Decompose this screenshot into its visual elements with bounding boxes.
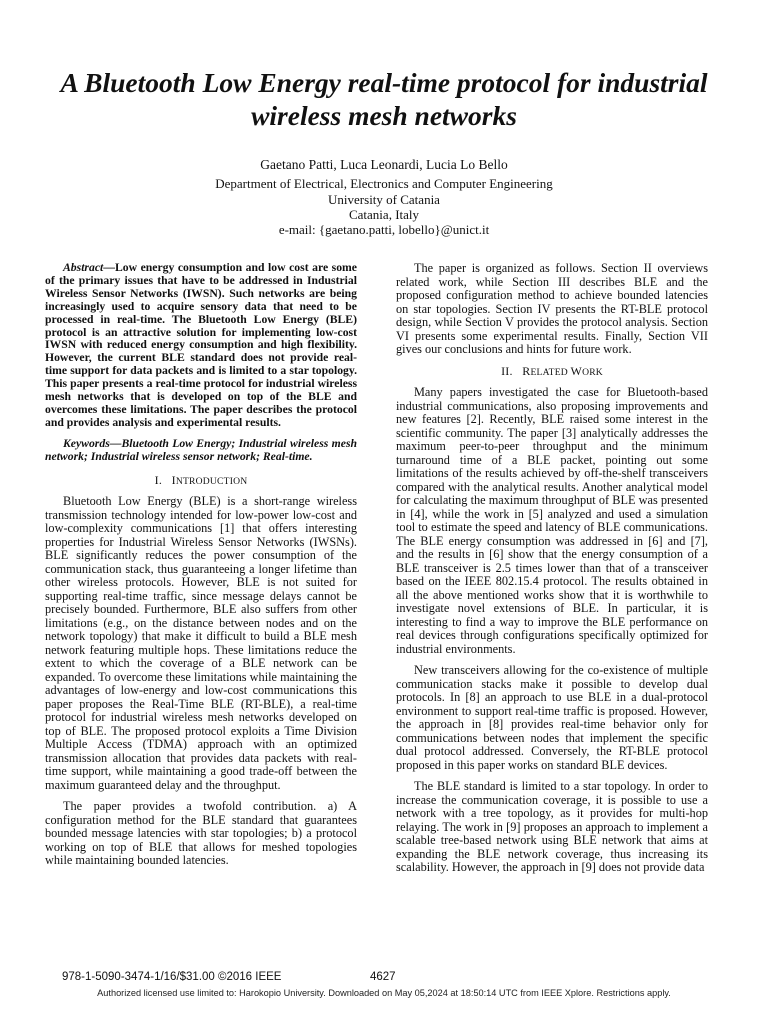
paragraph: The BLE standard is limited to a star topology. In order to increase the communication coverage, it is possible to use a network with a tree topology, as it provides for multi-hop relaying. The work in [9] proposes an approach to implement a scalable tree-based network using BLE network that aims at expanding the BLE network coverage, thus increasing its scalability. However, the approach in [9] does not provide data [396, 779, 708, 874]
section-heading-related-work [396, 365, 708, 380]
paragraph: Many papers investigated the case for Bluetooth-based industrial communications, also proposing improvements and new features [2]. Recently, BLE raised some interest in the scientific community. The paper [3] analytically addresses the maximum peer-to-peer throughput and the minimum turnaround time of a BLE packet, pointing out some limitations of the results achieved by off-the-shelf transceivers compared with the analytical results. Another analytical model for calculating the maximum throughput of BLE was presented in [4], while the work in [5] analyzed and used a simulation tool to estimate the speed and latency of BLE communications. The BLE energy consumption was addressed in [6] and [7], and the results in [6] show that the energy consumption of a BLE transceiver is 2.5 times lower than that of a transceiver based on the IEEE 802.15.4 protocol. The results obtained in all the above mentioned works show that it is worthwhile to investigate novel extensions of BLE. In particular, it is interesting to find a way to improve the BLE performance on real devices through configurations specifically optimized for industrial environments. [396, 385, 708, 656]
affiliation-department: Department of Electrical, Electronics and Computer Engineering [215, 176, 553, 192]
author-names: Gaetano Patti, Luca Leonardi, Lucia Lo Bello [260, 157, 508, 172]
paper-title: A Bluetooth Low Energy real-time protocol for industrial wireless mesh networks [60, 67, 708, 131]
page-number: 4627 [370, 971, 396, 983]
abstract-lead: Abstract [63, 261, 104, 274]
heading-rest: ELATED [530, 366, 571, 378]
right-column [396, 262, 708, 883]
affiliation-university: University of Catania [328, 191, 440, 207]
license-notice: Authorized licensed use limited to: Harokopio University. Downloaded on May 05,2024 at 18:50:14 UTC from IEEE Xplore. Restrictions apply. [97, 988, 671, 998]
section-number: I. [154, 472, 163, 487]
left-column [45, 262, 357, 876]
heading-rest: NTRODUCTION [175, 475, 248, 487]
section-heading-introduction [45, 474, 357, 489]
keywords: Keywords—Bluetooth Low Energy; Industrial wireless mesh network; Industrial wireless sensor network; Real-time. [45, 436, 357, 463]
paragraph: Bluetooth Low Energy (BLE) is a short-range wireless transmission technology intended for low-power low-cost and low-complexity communications [1] that offers interesting properties for Industrial Wireless Sensor Networks (IWSNs). BLE significantly reduces the power consumption of the communication stack, thus guaranteeing a longer lifetime than other wireless protocols. However, BLE is not suited for supporting real-time traffic, since message delays cannot be precisely bounded. Furthermore, BLE also suffers from other limitations (e.g., on the distance between nodes and on the network topology) that make it difficult to build a BLE mesh network featuring multiple hops. These limitations reduce the extent to which the coverage of a BLE network can be expanded. To overcome these limitations while maintaining the advantages of low-energy and low-cost communications this paper proposes the Real-Time BLE (RT-BLE), a real-time protocol for industrial wireless mesh networks developed on top of BLE. The proposed protocol exploits a Time Division Multiple Access (TDMA) approach with an optimized transmission allocation that provides data packets with real-time support, while maintaining a good trade-off between the maximum guaranteed delay and the throughput. [45, 494, 357, 792]
paragraph: The paper provides a twofold contribution. a) A configuration method for the BLE standard that guarantees bounded message latencies with star topologies; b) a protocol working on top of BLE that allows for meshed topologies while maintaining bounded latencies. [45, 799, 357, 868]
heading-initial: W [570, 363, 583, 378]
abstract-text: —Low energy consumption and low cost are some of the primary issues that have to be addressed in Industrial Wireless Sensor Networks (IWSN). Such networks are being increasingly used to acquire sensory data that need to be processed in real-time. The Bluetooth Low Energy (BLE) protocol is an attractive solution for implementing low-cost IWSN with reduced energy consumption and high flexibility. However, the current BLE standard does not provide real-time support for data packets and is limited to a star topology. This paper presents a real-time protocol for industrial wireless mesh networks that is developed on top of the BLE and overcomes these limitations. The paper describes the protocol and provides analysis and experimental results. [45, 261, 357, 429]
affiliation-location: Catania, Italy [348, 206, 420, 222]
paragraph: The paper is organized as follows. Section II overviews related work, while Section III describes BLE and the proposed configuration method to achieve bounded latencies on star topologies. Section IV presents the RT-BLE protocol design, while Section V provides the protocol analysis. Section VI presents some experimental results. Finally, Section VII gives our conclusions and hints for future work. [396, 261, 708, 356]
heading-initial: R [522, 363, 531, 378]
author-block [0, 157, 768, 237]
section-number: II. [501, 363, 513, 378]
footer-isbn: 978-1-5090-3474-1/16/$31.00 ©2016 IEEE [62, 971, 282, 983]
paragraph: New transceivers allowing for the co-existence of multiple communication stacks make it possible to develop dual protocols. In [8] an approach to use BLE in a dual-protocol environment to support real-time traffic is proposed. However, the approach in [8] provides real-time behavior only for communications between nodes that implement the specific dual protocol addressed. Conversely, the RT-BLE protocol proposed in this paper works on standard BLE devices. [396, 663, 708, 772]
heading-rest: ORK [582, 366, 603, 378]
heading-initial: I [171, 472, 176, 487]
abstract [45, 262, 357, 430]
author-email: e-mail: {gaetano.patti, lobello}@unict.it [278, 222, 490, 238]
